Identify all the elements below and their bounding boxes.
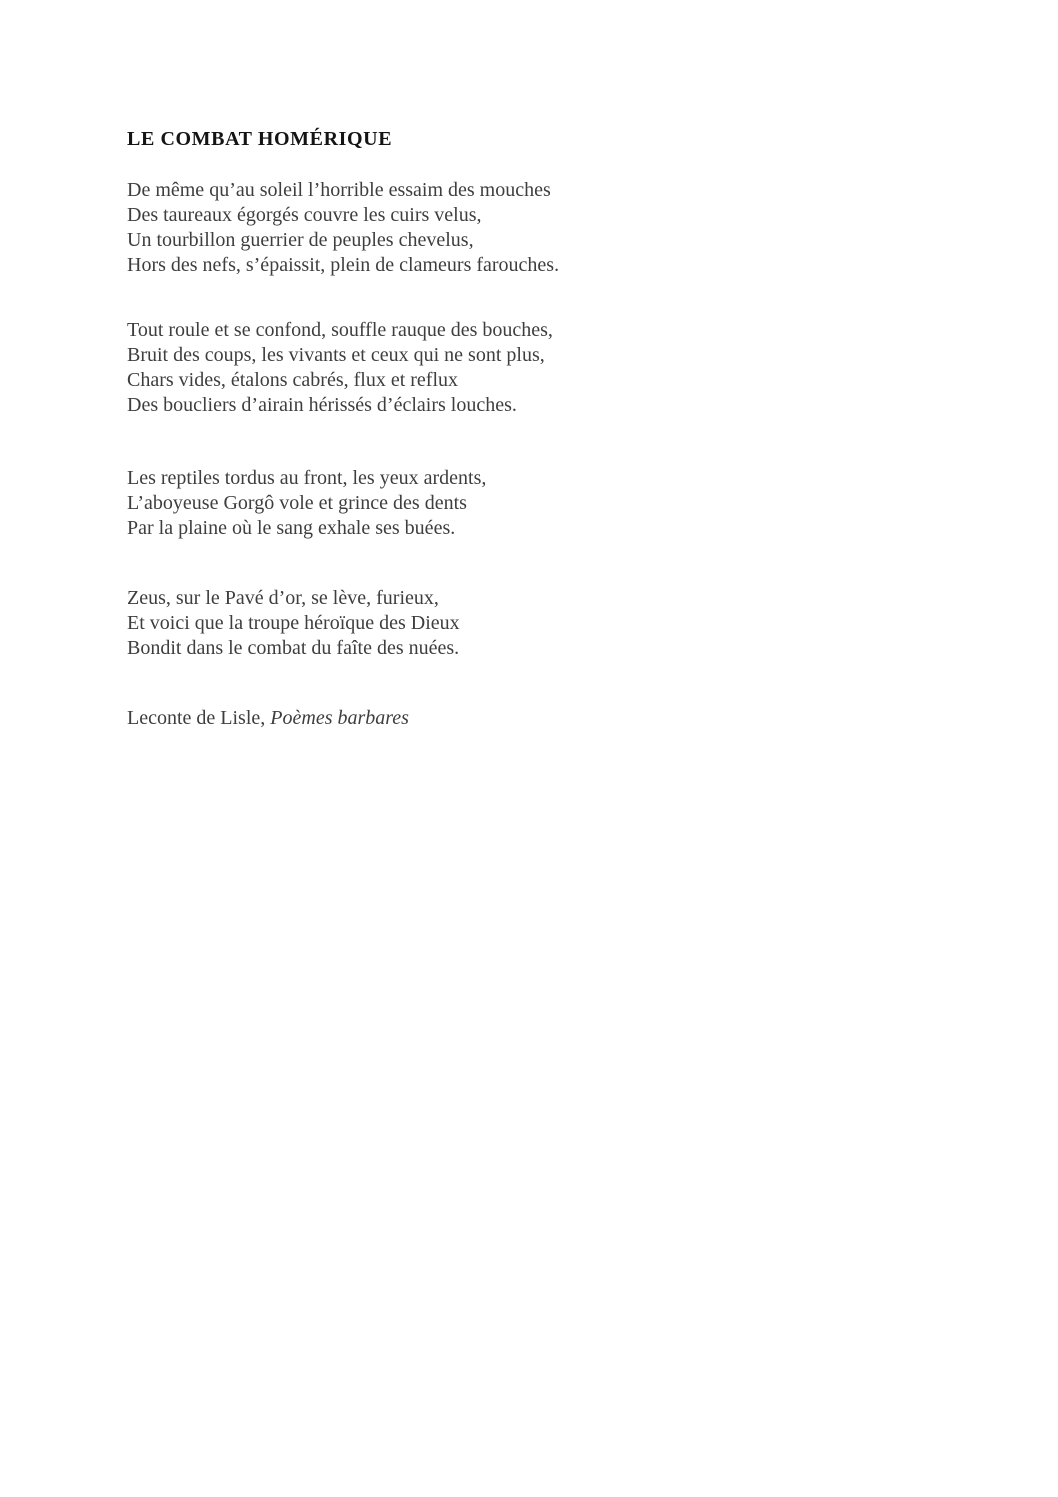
poem-line: Par la plaine où le sang exhale ses buées. bbox=[127, 517, 456, 539]
poem-line: Des boucliers d’airain hérissés d’éclairs louches. bbox=[127, 394, 517, 416]
poem-line: Hors des nefs, s’épaissit, plein de clameurs farouches. bbox=[127, 254, 560, 276]
poem-line: Et voici que la troupe héroïque des Dieux bbox=[127, 612, 460, 634]
stanza-4 bbox=[127, 586, 767, 661]
poem-line: Bruit des coups, les vivants et ceux qui ne sont plus, bbox=[127, 344, 545, 366]
poem-title: LE COMBAT HOMÉRIQUE bbox=[127, 128, 393, 150]
poem-line: Bondit dans le combat du faîte des nuées. bbox=[127, 637, 460, 659]
poem-line: Les reptiles tordus au front, les yeux ardents, bbox=[127, 467, 487, 489]
stanza-2 bbox=[127, 318, 767, 418]
stanza-3 bbox=[127, 466, 767, 541]
stanza-1 bbox=[127, 178, 767, 278]
attribution-work-title: Poèmes barbares bbox=[270, 707, 409, 729]
poem-line: L’aboyeuse Gorgô vole et grince des dents bbox=[127, 492, 467, 514]
poem-line: Tout roule et se confond, souffle rauque des bouches, bbox=[127, 319, 553, 341]
attribution-line bbox=[127, 706, 767, 731]
poem-line: Chars vides, étalons cabrés, flux et reflux bbox=[127, 369, 459, 391]
poem-line: Zeus, sur le Pavé d’or, se lève, furieux, bbox=[127, 587, 439, 609]
poem-line: De même qu’au soleil l’horrible essaim des mouches bbox=[127, 179, 551, 201]
attribution-author: Leconte de Lisle, bbox=[127, 707, 271, 729]
poem-line: Des taureaux égorgés couvre les cuirs velus, bbox=[127, 204, 482, 226]
poem-line: Un tourbillon guerrier de peuples chevelus, bbox=[127, 229, 474, 251]
poem-content bbox=[127, 127, 767, 731]
